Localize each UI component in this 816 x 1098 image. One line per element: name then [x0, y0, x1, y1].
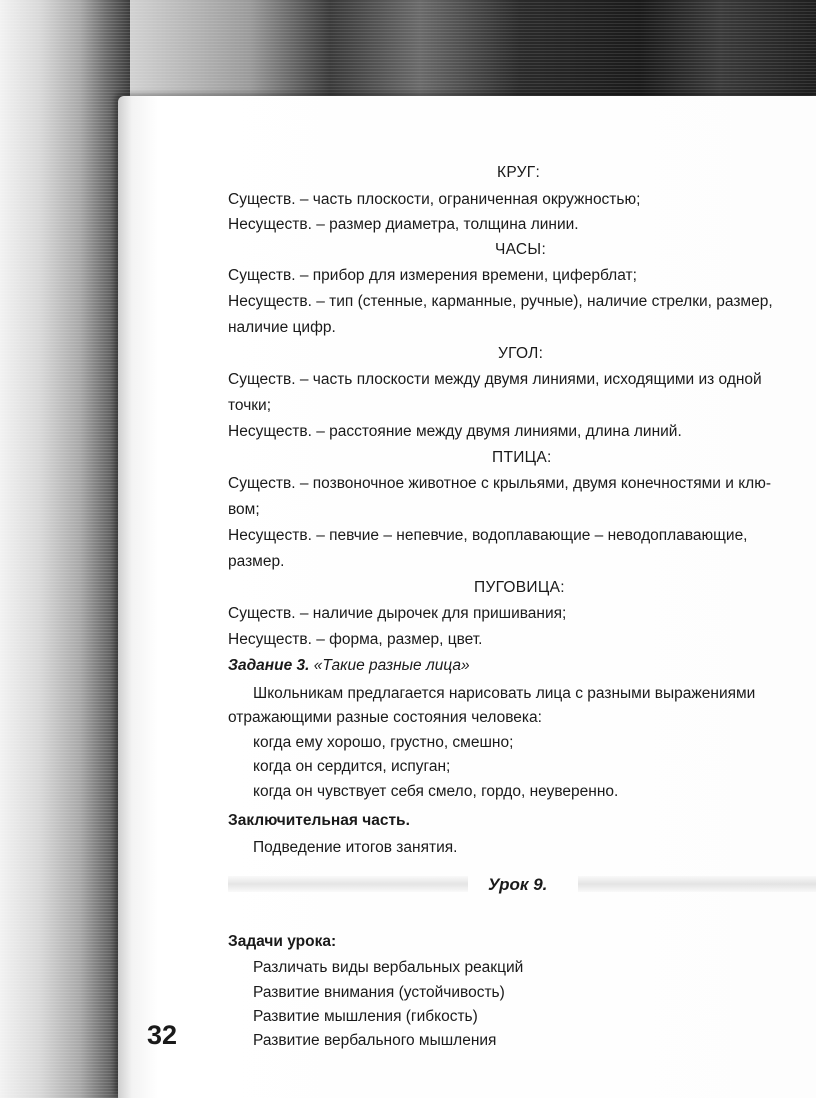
section-line: Существ. – часть плоскости между двумя линиями, исходящими из одной: [228, 371, 762, 388]
objective-item: Развитие внимания (устойчивость): [253, 984, 505, 1001]
task-title: «Такие разные лица»: [313, 657, 470, 674]
page-number: 32: [147, 1020, 178, 1050]
section-heading: ЧАСЫ:: [495, 241, 547, 258]
section-heading: УГОЛ:: [498, 345, 544, 362]
section-line: вом;: [228, 501, 260, 518]
objective-item: Развитие мышления (гибкость): [253, 1008, 478, 1025]
lesson-title: Урок 9.: [488, 875, 548, 894]
section-line: Несуществ. – тип (стенные, карманные, ручные), наличие стрелки, размер,: [228, 293, 773, 310]
task-list-item: когда ему хорошо, грустно, смешно;: [253, 734, 514, 751]
section-line: Существ. – позвоночное животное с крыльями, двумя конечностями и клю-: [228, 475, 772, 492]
section-line: Несуществ. – певчие – непевчие, водоплавающие – неводоплавающие,: [228, 527, 748, 544]
section-heading: КРУГ:: [497, 164, 541, 181]
objectives-heading: Задачи урока:: [228, 933, 337, 950]
task-paragraph-line: Школьникам предлагается нарисовать лица с разными выражениями: [253, 685, 756, 702]
task-paragraph-line: отражающими разные состояния человека:: [228, 709, 542, 726]
objective-item: Развитие вербального мышления: [253, 1032, 497, 1049]
lesson-divider-right: [578, 876, 816, 892]
scan-background-left: [0, 0, 130, 1098]
task-list-item: когда он чувствует себя смело, гордо, неуверенно.: [253, 783, 619, 800]
section-line: наличие цифр.: [228, 319, 336, 336]
section-line: Существ. – часть плоскости, ограниченная окружностью;: [228, 191, 641, 208]
section-line: точки;: [228, 397, 272, 414]
book-page: [118, 96, 816, 1098]
section-line: Существ. – прибор для измерения времени, циферблат;: [228, 267, 637, 284]
conclusion-text: Подведение итогов занятия.: [253, 839, 458, 856]
section-heading: ПТИЦА:: [492, 449, 552, 466]
section-line: Несуществ. – размер диаметра, толщина линии.: [228, 216, 579, 233]
section-line: размер.: [228, 553, 285, 570]
section-line: Несуществ. – расстояние между двумя линиями, длина линий.: [228, 423, 682, 440]
task-heading: [228, 656, 470, 676]
section-line: Несуществ. – форма, размер, цвет.: [228, 631, 483, 648]
conclusion-heading: Заключительная часть.: [228, 812, 410, 829]
section-heading: ПУГОВИЦА:: [474, 579, 565, 596]
objective-item: Различать виды вербальных реакций: [253, 959, 524, 976]
section-line: Существ. – наличие дырочек для пришивания;: [228, 605, 567, 622]
lesson-divider-left: [228, 876, 468, 892]
task-list-item: когда он сердится, испуган;: [253, 758, 451, 775]
task-label: Задание 3.: [228, 657, 310, 674]
